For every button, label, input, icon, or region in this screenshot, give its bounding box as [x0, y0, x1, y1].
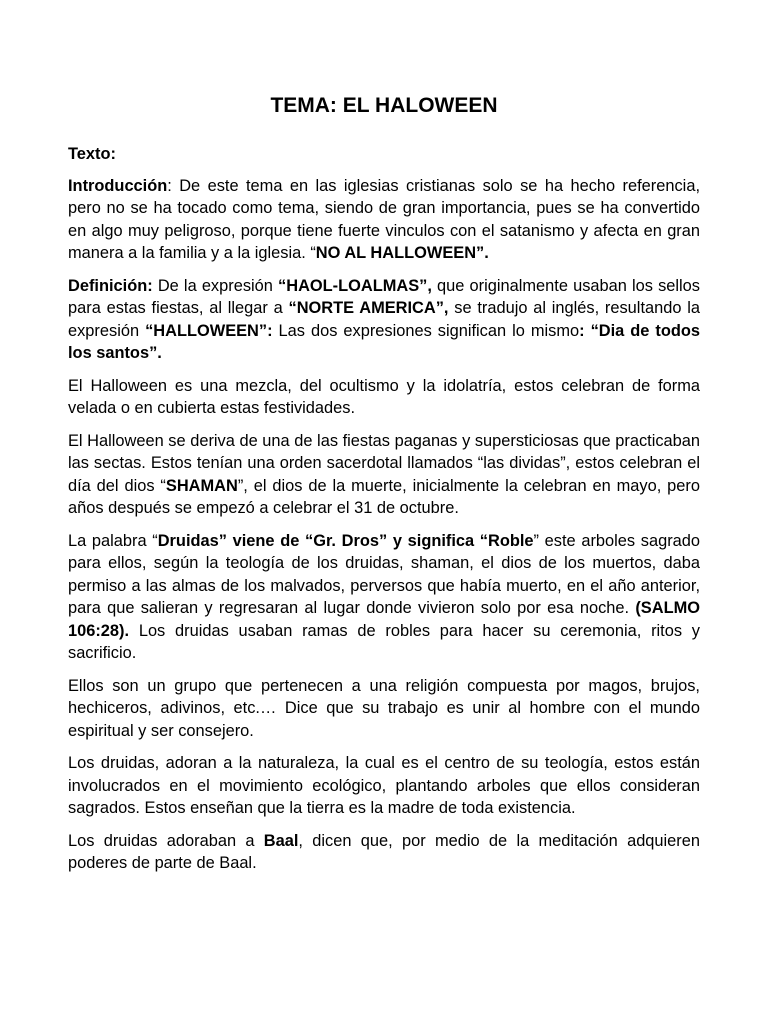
definicion-bold-3: “HALLOWEEN”:	[145, 321, 273, 340]
druidas-text-1: La palabra “	[68, 531, 158, 550]
mezcla-paragraph: El Halloween es una mezcla, del ocultismo y la idolatría, estos celebran de forma velada o en cubierta estas festividades.	[68, 376, 700, 417]
texto-label: Texto:	[68, 145, 116, 163]
definicion-bold-4: : “Dia de todos los santos”.	[68, 321, 701, 362]
druidas-bold-2: (SALMO 106:28).	[68, 599, 700, 640]
baal-text-2: , dicen que, por medio de la meditación adquieren poderes de parte de Baal.	[68, 831, 700, 872]
document-title: TEMA: EL HALOWEEN	[270, 94, 498, 117]
definicion-paragraph	[68, 275, 700, 365]
religion-paragraph: Ellos son un grupo que pertenecen a una religión compuesta por magos, brujos, hechiceros, adivinos, etc.… Dice que su trabajo es unir al hombre con el mundo espiritual y ser consejero.	[68, 676, 700, 740]
definicion-text-1: De la expresión	[152, 276, 279, 295]
introduccion-label: Introducción	[68, 176, 168, 195]
definicion-text-2: que originalmente usaban los sellos para estas fiestas, al llegar a	[68, 276, 700, 317]
introduccion-text: : De este tema en las iglesias cristianas solo se ha hecho referencia, pero no se ha tocado como tema, siendo de gran importancia, pues se ha convertido en algo muy peligroso, porque tiene fuerte vinculos con el satanismo y afecta en gran manera a la familia y a la iglesia. “	[68, 176, 700, 262]
definicion-text-3: se tradujo al inglés, resultando la expresión	[68, 299, 700, 340]
baal-paragraph	[68, 830, 700, 875]
definicion-bold-2: “NORTE AMERICA”,	[288, 299, 449, 317]
definicion-label: Definición:	[68, 276, 153, 295]
druidas-paragraph	[68, 530, 700, 665]
definicion-bold-1: “HAOL-LOALMAS”,	[278, 276, 432, 295]
deriva-paragraph	[68, 430, 700, 520]
druidas-text-2: ” este arboles sagrado para ellos, según la teología de los druidas, shaman, el dios de los muertos, daba permiso a las almas de los malvados, perversos que había muerto, en el año anterior, para que salieran y regresaran al lugar donde vivieron solo por esa noche.	[68, 531, 700, 617]
definicion-text-4: Las dos expresiones significan lo mismo	[272, 321, 580, 340]
baal-text-1: Los druidas adoraban a	[68, 831, 264, 850]
druidas-text-3: Los druidas usaban ramas de robles para hacer su ceremonia, ritos y sacrificio.	[68, 621, 700, 662]
texto-paragraph	[68, 143, 700, 166]
introduccion-bold: NO AL HALLOWEEN”.	[315, 244, 489, 262]
introduccion-paragraph	[68, 175, 700, 265]
deriva-text-2: ”, el dios de la muerte, inicialmente la celebran en mayo, pero años después se empezó a celebrar el 31 de octubre.	[68, 476, 700, 517]
naturaleza-paragraph: Los druidas, adoran a la naturaleza, la cual es el centro de su teología, estos están involucrados en el movimiento ecológico, plantando arboles que ellos consideran sagrados. Estos enseñan que la tierra es la madre de toda existencia.	[68, 754, 700, 817]
deriva-bold-1: SHAMAN	[165, 476, 238, 495]
baal-bold-1: Baal	[263, 831, 299, 850]
deriva-text-1: El Halloween se deriva de una de las fiestas paganas y supersticiosas que practicaban las sectas. Estos tenían una orden sacerdotal llamados “las dividas”, estos celebran el día del dios “	[68, 431, 700, 495]
druidas-bold-1: Druidas” viene de “Gr. Dros” y significa “Roble	[157, 531, 534, 550]
